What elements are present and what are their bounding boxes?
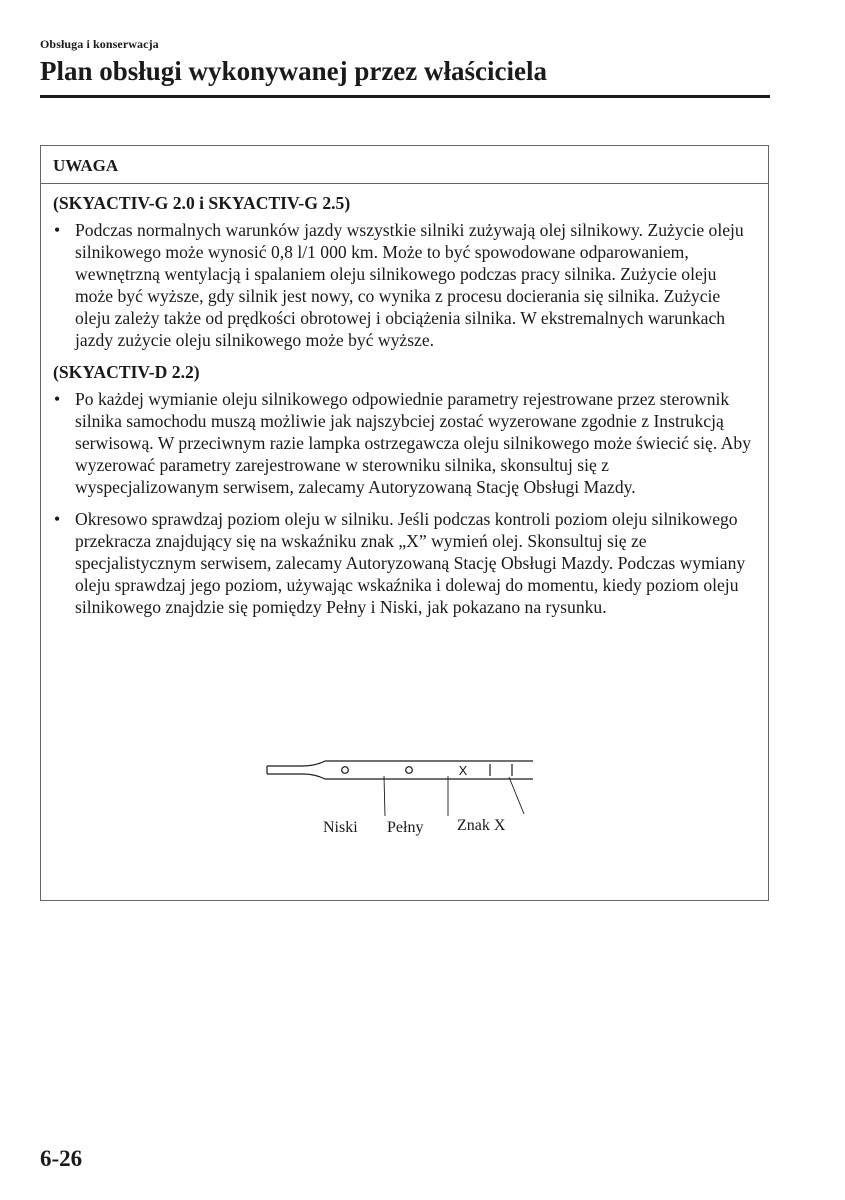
title-rule bbox=[40, 95, 770, 98]
label-full: Pełny bbox=[387, 819, 424, 836]
leader-low bbox=[384, 776, 385, 816]
label-x: Znak X bbox=[457, 817, 506, 834]
bullet-text: Okresowo sprawdzaj poziom oleju w silniku. Jeśli podczas kontroli poziom oleju silnikowego przekracza znajdujący się na wskaźniku znak „X” wymień olej. Skonsultuj się ze specjalistycznym serwisem, zalecamy Autoryzowaną Stację Obsługi Mazdy. Podczas wymiany oleju sprawdzaj jego poziom, używając wskaźnika i dolewaj do momentu, kiedy poziom oleju silnikowego znajdzie się pomiędzy Pełny i Niski, jak pokazano na rysunku. bbox=[75, 509, 746, 617]
subheading-skyactiv-g: (SKYACTIV-G 2.0 i SKYACTIV-G 2.5) bbox=[53, 193, 351, 213]
low-mark-icon bbox=[342, 767, 349, 774]
note-header: UWAGA bbox=[41, 146, 768, 184]
note-body bbox=[41, 184, 768, 618]
subheading-skyactiv-d: (SKYACTIV-D 2.2) bbox=[53, 362, 200, 382]
bullet-icon: • bbox=[54, 389, 61, 409]
x-mark: X bbox=[458, 763, 468, 778]
bullet-reset-parameters bbox=[53, 388, 754, 498]
note-box bbox=[40, 145, 769, 901]
bullet-text: Po każdej wymianie oleju silnikowego odpowiednie parametry rejestrowane przez sterownik silnika samochodu muszą możliwie jak najszybciej zostać wyzerowane zgodnie z Instrukcją serwisową. W przeciwnym razie lampka ostrzegawcza oleju silnikowego może świecić się. Aby wyzerować parametry zarejestrowane w sterowniku silnika, skonsultuj się z wyspecjalizowanym serwisem, zalecamy Autoryzowaną Stację Obsługi Mazdy. bbox=[75, 389, 751, 497]
bullet-oil-consumption bbox=[53, 219, 754, 351]
bullet-icon: • bbox=[54, 220, 61, 240]
dipstick-figure bbox=[263, 758, 543, 848]
leader-x bbox=[509, 777, 524, 814]
section-label: Obsługa i konserwacja bbox=[40, 37, 159, 51]
page-number: 6-26 bbox=[40, 1146, 83, 1171]
bullet-icon: • bbox=[54, 509, 61, 529]
bullet-check-oil-level bbox=[53, 508, 754, 618]
page-title: Plan obsługi wykonywanej przez właściciela bbox=[40, 56, 547, 86]
dipstick-drawing bbox=[263, 758, 543, 818]
full-mark-icon bbox=[406, 767, 413, 774]
bullet-text: Podczas normalnych warunków jazdy wszystkie silniki zużywają olej silnikowy. Zużycie oleju silnikowego może wynosić 0,8 l/1 000 km. Może to być spowodowane odparowaniem, wewnętrzną wentylacją i spalaniem oleju silnikowego podczas pracy silnika. Zużycie oleju może być wyższe, gdy silnik jest nowy, co wynika z procesu docierania się silnika. Zużycie oleju zależy także od prędkości obrotowej i obciążenia silnika. W ekstremalnych warunkach jazdy zużycie oleju silnikowego może być wyższe. bbox=[75, 220, 744, 350]
label-low: Niski bbox=[323, 819, 358, 836]
